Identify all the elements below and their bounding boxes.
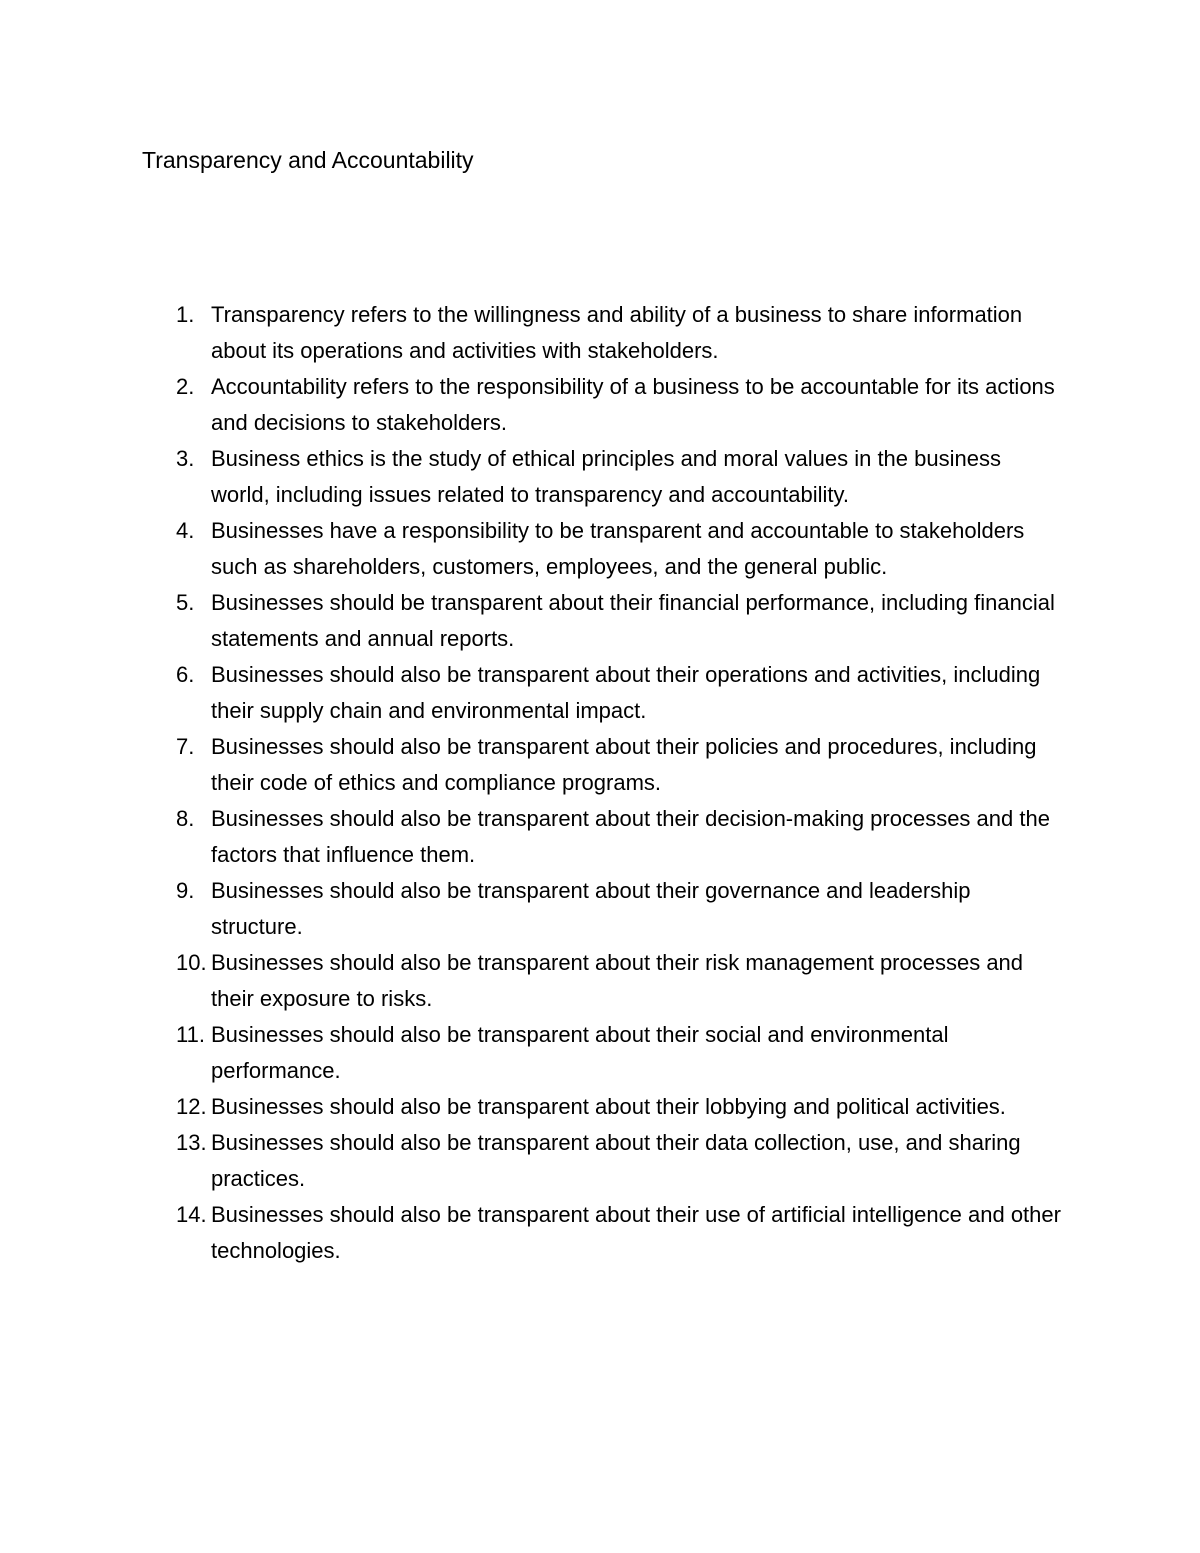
list-item xyxy=(0,1125,1061,1197)
list-item-number: 6. xyxy=(176,662,195,687)
list-item-number: 5. xyxy=(176,590,195,615)
list-item-number: 14. xyxy=(176,1202,207,1227)
list-item xyxy=(0,729,1061,801)
list-item-number: 10. xyxy=(176,950,207,975)
document-title: Transparency and Accountability xyxy=(142,147,474,173)
list-item xyxy=(0,513,1061,585)
list-item-text: Transparency refers to the willingness and ability of a business to share information about its operations and activities with stakeholders. xyxy=(211,302,1023,363)
list-item-text: Businesses should also be transparent about their risk management processes and their exposure to risks. xyxy=(211,950,1024,1011)
list-item xyxy=(0,801,1061,873)
list-item-number: 8. xyxy=(176,806,195,831)
list-item xyxy=(0,1197,1061,1269)
list-item-text: Accountability refers to the responsibility of a business to be accountable for its actions and decisions to stakeholders. xyxy=(211,374,1055,435)
list-item-text: Businesses should also be transparent about their social and environmental performance. xyxy=(211,1022,949,1083)
list-item-number: 2. xyxy=(176,374,195,399)
list-item-text: Businesses should also be transparent about their operations and activities, including their supply chain and environmental impact. xyxy=(211,662,1041,723)
numbered-list xyxy=(0,297,1200,1269)
list-item-text: Businesses should also be transparent about their governance and leadership structure. xyxy=(211,878,971,939)
list-item-number: 1. xyxy=(176,302,195,327)
list-item xyxy=(0,873,1061,945)
list-item-number: 7. xyxy=(176,734,195,759)
list-item-text: Business ethics is the study of ethical principles and moral values in the business world, including issues related to transparency and accountability. xyxy=(211,446,1001,507)
list-item xyxy=(0,441,1061,513)
list-item-number: 11. xyxy=(176,1022,205,1047)
list-item-text: Businesses should also be transparent about their decision-making processes and the factors that influence them. xyxy=(211,806,1050,867)
list-item-number: 3. xyxy=(176,446,195,471)
list-item-number: 12. xyxy=(176,1094,207,1119)
list-item-number: 9. xyxy=(176,878,195,903)
list-item xyxy=(0,297,1061,369)
list-item-text: Businesses should also be transparent about their lobbying and political activities. xyxy=(211,1094,1006,1119)
list-item-text: Businesses should be transparent about their financial performance, including financial statements and annual reports. xyxy=(211,590,1055,651)
list-item-text: Businesses have a responsibility to be transparent and accountable to stakeholders such as shareholders, customers, employees, and the general public. xyxy=(211,518,1025,579)
list-item-text: Businesses should also be transparent about their data collection, use, and sharing practices. xyxy=(211,1130,1021,1191)
list-item-number: 13. xyxy=(176,1130,207,1155)
list-item xyxy=(0,657,1061,729)
list-item-text: Businesses should also be transparent about their policies and procedures, including their code of ethics and compliance programs. xyxy=(211,734,1037,795)
list-item xyxy=(0,369,1061,441)
list-item xyxy=(0,945,1061,1017)
list-item-number: 4. xyxy=(176,518,195,543)
list-item xyxy=(0,1089,1061,1125)
list-item xyxy=(0,1017,1061,1089)
list-item xyxy=(0,585,1061,657)
list-item-text: Businesses should also be transparent about their use of artificial intelligence and other technologies. xyxy=(211,1202,1061,1263)
